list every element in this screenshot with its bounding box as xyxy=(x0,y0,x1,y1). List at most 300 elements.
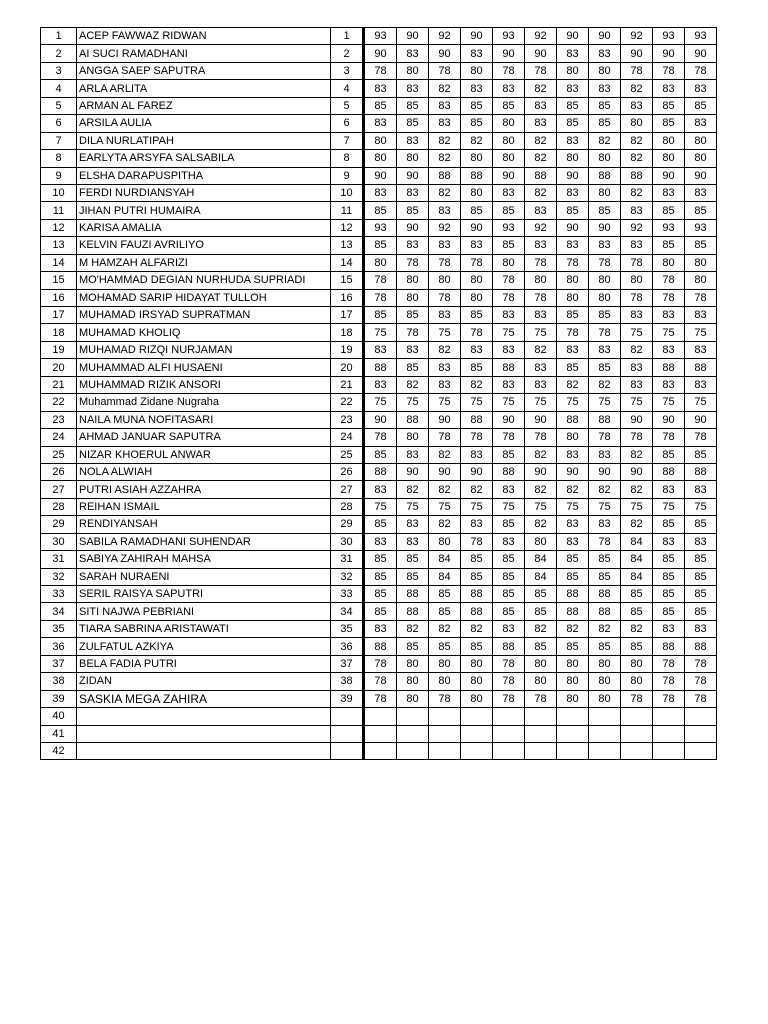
score-cell: 90 xyxy=(685,45,717,62)
score-cell xyxy=(364,708,397,725)
score-cell: 90 xyxy=(653,167,685,184)
score-cell: 75 xyxy=(364,394,397,411)
score-cell: 85 xyxy=(589,115,621,132)
table-row xyxy=(41,603,717,620)
student-name: NIZAR KHOERUL ANWAR xyxy=(77,446,331,463)
row-number-secondary: 21 xyxy=(331,376,364,393)
score-cell: 80 xyxy=(589,150,621,167)
score-cell: 82 xyxy=(621,132,653,149)
score-cell: 78 xyxy=(653,673,685,690)
score-cell: 83 xyxy=(557,80,589,97)
student-name: FERDI NURDIANSYAH xyxy=(77,184,331,201)
score-cell: 80 xyxy=(493,254,525,271)
table-row xyxy=(41,132,717,149)
score-cell: 80 xyxy=(397,272,429,289)
score-cell: 85 xyxy=(461,97,493,114)
score-cell: 78 xyxy=(493,289,525,306)
row-number: 26 xyxy=(41,463,77,480)
score-cell: 85 xyxy=(557,97,589,114)
score-cell: 90 xyxy=(364,411,397,428)
score-cell: 85 xyxy=(653,97,685,114)
score-cell: 90 xyxy=(429,45,461,62)
score-cell: 85 xyxy=(685,97,717,114)
score-cell: 83 xyxy=(429,376,461,393)
score-cell: 82 xyxy=(429,150,461,167)
score-cell: 82 xyxy=(621,446,653,463)
score-cell: 85 xyxy=(493,237,525,254)
row-number-secondary: 31 xyxy=(331,551,364,568)
score-cell: 78 xyxy=(461,324,493,341)
student-name: JIHAN PUTRI HUMAIRA xyxy=(77,202,331,219)
score-cell: 83 xyxy=(685,533,717,550)
row-number-secondary: 29 xyxy=(331,516,364,533)
score-cell: 85 xyxy=(397,202,429,219)
score-cell: 85 xyxy=(397,568,429,585)
score-cell: 80 xyxy=(493,132,525,149)
row-number-secondary: 11 xyxy=(331,202,364,219)
score-cell: 75 xyxy=(589,498,621,515)
score-cell: 85 xyxy=(653,115,685,132)
score-cell: 78 xyxy=(589,533,621,550)
row-number-secondary xyxy=(331,742,364,759)
table-row xyxy=(41,62,717,79)
score-cell: 80 xyxy=(429,655,461,672)
score-cell: 83 xyxy=(525,115,557,132)
score-cell: 90 xyxy=(493,167,525,184)
row-number: 1 xyxy=(41,28,77,45)
table-row xyxy=(41,376,717,393)
score-cell: 75 xyxy=(493,324,525,341)
score-cell: 83 xyxy=(653,376,685,393)
score-cell: 78 xyxy=(621,429,653,446)
score-cell: 85 xyxy=(493,516,525,533)
score-cell: 85 xyxy=(364,446,397,463)
score-cell: 83 xyxy=(621,359,653,376)
score-cell: 75 xyxy=(525,498,557,515)
score-cell: 84 xyxy=(621,568,653,585)
score-cell: 90 xyxy=(557,28,589,45)
score-cell: 85 xyxy=(429,586,461,603)
row-number: 32 xyxy=(41,568,77,585)
score-cell: 85 xyxy=(589,307,621,324)
score-cell: 85 xyxy=(685,603,717,620)
score-cell: 83 xyxy=(461,80,493,97)
score-cell: 83 xyxy=(493,80,525,97)
score-cell: 85 xyxy=(397,551,429,568)
score-cell: 83 xyxy=(461,45,493,62)
score-cell: 93 xyxy=(653,28,685,45)
score-cell: 80 xyxy=(397,655,429,672)
score-cell: 88 xyxy=(653,359,685,376)
table-row xyxy=(41,324,717,341)
row-number-secondary: 18 xyxy=(331,324,364,341)
score-cell: 82 xyxy=(461,620,493,637)
score-cell: 75 xyxy=(621,394,653,411)
score-cell: 75 xyxy=(364,498,397,515)
score-cell: 82 xyxy=(589,620,621,637)
score-cell: 78 xyxy=(653,62,685,79)
score-cell: 80 xyxy=(589,184,621,201)
row-number-secondary: 8 xyxy=(331,150,364,167)
score-cell: 80 xyxy=(397,150,429,167)
score-cell: 83 xyxy=(364,115,397,132)
score-cell: 88 xyxy=(461,167,493,184)
student-name: MOHAMAD SARIP HIDAYAT TULLOH xyxy=(77,289,331,306)
score-cell: 78 xyxy=(685,62,717,79)
row-number-secondary: 30 xyxy=(331,533,364,550)
score-cell xyxy=(429,725,461,742)
row-number-secondary: 9 xyxy=(331,167,364,184)
row-number-secondary: 12 xyxy=(331,219,364,236)
score-cell: 78 xyxy=(589,429,621,446)
score-cell: 78 xyxy=(493,690,525,707)
score-cell: 75 xyxy=(653,324,685,341)
score-cell: 85 xyxy=(364,516,397,533)
student-name: ARMAN AL FAREZ xyxy=(77,97,331,114)
score-cell: 85 xyxy=(589,551,621,568)
score-cell: 75 xyxy=(685,394,717,411)
score-cell: 85 xyxy=(653,516,685,533)
student-name xyxy=(77,742,331,759)
score-cell: 80 xyxy=(589,655,621,672)
table-row xyxy=(41,446,717,463)
score-cell: 78 xyxy=(685,655,717,672)
score-cell: 80 xyxy=(557,655,589,672)
score-cell: 78 xyxy=(461,429,493,446)
score-cell: 83 xyxy=(493,307,525,324)
score-cell: 78 xyxy=(429,429,461,446)
score-cell: 80 xyxy=(557,289,589,306)
score-cell xyxy=(397,708,429,725)
score-cell: 93 xyxy=(364,28,397,45)
score-cell: 80 xyxy=(557,673,589,690)
table-row xyxy=(41,237,717,254)
score-cell: 82 xyxy=(525,481,557,498)
student-name: KELVIN FAUZI AVRILIYO xyxy=(77,237,331,254)
score-cell: 82 xyxy=(429,620,461,637)
score-cell: 90 xyxy=(589,28,621,45)
score-cell: 88 xyxy=(493,638,525,655)
row-number-secondary: 10 xyxy=(331,184,364,201)
row-number: 20 xyxy=(41,359,77,376)
score-cell: 83 xyxy=(685,481,717,498)
score-cell: 90 xyxy=(557,219,589,236)
score-cell: 80 xyxy=(493,115,525,132)
table-row xyxy=(41,551,717,568)
score-cell: 82 xyxy=(525,150,557,167)
score-cell: 85 xyxy=(653,586,685,603)
score-cell: 82 xyxy=(461,376,493,393)
score-cell: 88 xyxy=(397,603,429,620)
score-cell: 85 xyxy=(493,603,525,620)
score-cell xyxy=(685,708,717,725)
score-cell: 75 xyxy=(685,324,717,341)
row-number-secondary: 6 xyxy=(331,115,364,132)
score-cell: 83 xyxy=(621,237,653,254)
row-number-secondary: 26 xyxy=(331,463,364,480)
student-name: SABIYA ZAHIRAH MAHSA xyxy=(77,551,331,568)
table-row xyxy=(41,725,717,742)
score-cell xyxy=(653,725,685,742)
score-cell xyxy=(589,742,621,759)
score-cell: 78 xyxy=(364,289,397,306)
score-cell: 85 xyxy=(461,307,493,324)
score-cell: 90 xyxy=(589,219,621,236)
score-cell: 93 xyxy=(685,28,717,45)
score-cell: 75 xyxy=(557,394,589,411)
row-number: 35 xyxy=(41,620,77,637)
score-cell: 80 xyxy=(685,150,717,167)
table-row xyxy=(41,45,717,62)
score-cell: 88 xyxy=(461,603,493,620)
score-cell: 85 xyxy=(493,586,525,603)
student-name: AI SUCI RAMADHANI xyxy=(77,45,331,62)
score-cell: 78 xyxy=(653,429,685,446)
score-cell: 92 xyxy=(621,28,653,45)
score-cell: 85 xyxy=(685,516,717,533)
score-cell: 88 xyxy=(364,638,397,655)
score-cell: 82 xyxy=(557,481,589,498)
score-cell: 80 xyxy=(525,655,557,672)
row-number: 42 xyxy=(41,742,77,759)
score-cell: 85 xyxy=(461,568,493,585)
score-cell: 80 xyxy=(397,690,429,707)
score-cell: 85 xyxy=(653,551,685,568)
table-row xyxy=(41,184,717,201)
row-number: 29 xyxy=(41,516,77,533)
score-cell: 80 xyxy=(429,673,461,690)
score-cell: 82 xyxy=(429,80,461,97)
score-cell: 80 xyxy=(621,115,653,132)
score-cell: 92 xyxy=(429,28,461,45)
row-number: 25 xyxy=(41,446,77,463)
score-cell: 92 xyxy=(525,28,557,45)
score-cell: 82 xyxy=(397,481,429,498)
score-cell: 85 xyxy=(557,551,589,568)
score-cell: 90 xyxy=(364,45,397,62)
row-number-secondary: 13 xyxy=(331,237,364,254)
score-cell: 90 xyxy=(525,411,557,428)
score-cell: 78 xyxy=(685,673,717,690)
score-cell: 82 xyxy=(525,341,557,358)
score-cell: 82 xyxy=(429,132,461,149)
row-number-secondary: 37 xyxy=(331,655,364,672)
score-cell: 78 xyxy=(525,62,557,79)
student-name: MUHAMAD KHOLIQ xyxy=(77,324,331,341)
row-number: 7 xyxy=(41,132,77,149)
row-number-secondary: 3 xyxy=(331,62,364,79)
score-cell: 85 xyxy=(653,446,685,463)
score-cell: 88 xyxy=(685,359,717,376)
score-cell: 85 xyxy=(685,568,717,585)
score-cell: 78 xyxy=(685,690,717,707)
score-cell: 78 xyxy=(653,690,685,707)
score-cell: 85 xyxy=(589,202,621,219)
score-cell: 83 xyxy=(685,80,717,97)
score-cell: 80 xyxy=(461,272,493,289)
score-cell: 85 xyxy=(557,568,589,585)
score-cell: 83 xyxy=(429,202,461,219)
score-cell: 75 xyxy=(397,394,429,411)
row-number-secondary: 2 xyxy=(331,45,364,62)
score-cell: 78 xyxy=(589,324,621,341)
score-cell: 88 xyxy=(685,638,717,655)
score-cell: 80 xyxy=(685,272,717,289)
score-cell: 82 xyxy=(461,132,493,149)
grade-table xyxy=(40,27,717,760)
score-cell: 88 xyxy=(557,411,589,428)
score-cell: 82 xyxy=(525,80,557,97)
score-cell: 78 xyxy=(621,289,653,306)
score-cell: 83 xyxy=(429,359,461,376)
score-cell: 78 xyxy=(429,690,461,707)
student-name: MUHAMMAD ALFI HUSAENI xyxy=(77,359,331,376)
score-cell: 80 xyxy=(429,272,461,289)
row-number: 40 xyxy=(41,708,77,725)
row-number-secondary: 32 xyxy=(331,568,364,585)
score-cell: 83 xyxy=(653,341,685,358)
score-cell xyxy=(653,742,685,759)
grade-table-body xyxy=(41,28,717,760)
table-row xyxy=(41,463,717,480)
score-cell: 83 xyxy=(653,184,685,201)
row-number: 6 xyxy=(41,115,77,132)
score-cell: 85 xyxy=(364,307,397,324)
score-cell xyxy=(557,725,589,742)
score-cell: 80 xyxy=(621,673,653,690)
score-cell: 83 xyxy=(461,516,493,533)
score-cell: 80 xyxy=(653,254,685,271)
score-cell: 88 xyxy=(493,359,525,376)
row-number-secondary: 20 xyxy=(331,359,364,376)
score-cell: 75 xyxy=(621,324,653,341)
score-cell: 82 xyxy=(525,184,557,201)
row-number: 30 xyxy=(41,533,77,550)
score-cell: 83 xyxy=(589,80,621,97)
score-cell: 90 xyxy=(429,463,461,480)
score-cell: 85 xyxy=(493,97,525,114)
score-cell: 90 xyxy=(397,28,429,45)
table-row xyxy=(41,219,717,236)
score-cell: 83 xyxy=(364,620,397,637)
score-cell xyxy=(525,725,557,742)
score-cell: 80 xyxy=(557,429,589,446)
score-cell: 75 xyxy=(493,394,525,411)
table-row xyxy=(41,690,717,707)
table-row xyxy=(41,620,717,637)
score-cell: 83 xyxy=(685,184,717,201)
score-cell: 85 xyxy=(685,446,717,463)
score-cell: 83 xyxy=(557,132,589,149)
score-cell: 83 xyxy=(364,80,397,97)
score-cell: 83 xyxy=(685,115,717,132)
score-cell: 90 xyxy=(461,28,493,45)
score-cell: 78 xyxy=(589,254,621,271)
score-cell: 78 xyxy=(493,655,525,672)
row-number-secondary: 14 xyxy=(331,254,364,271)
row-number-secondary: 15 xyxy=(331,272,364,289)
table-row xyxy=(41,341,717,358)
row-number-secondary: 34 xyxy=(331,603,364,620)
score-cell: 88 xyxy=(557,586,589,603)
score-cell: 80 xyxy=(525,272,557,289)
score-cell: 85 xyxy=(653,568,685,585)
row-number: 9 xyxy=(41,167,77,184)
score-cell: 83 xyxy=(364,376,397,393)
score-cell: 88 xyxy=(493,463,525,480)
student-name: REIHAN ISMAIL xyxy=(77,498,331,515)
table-row xyxy=(41,150,717,167)
score-cell: 90 xyxy=(685,167,717,184)
score-cell: 85 xyxy=(557,359,589,376)
score-cell xyxy=(557,708,589,725)
score-cell: 83 xyxy=(493,533,525,550)
score-cell: 83 xyxy=(429,97,461,114)
row-number: 13 xyxy=(41,237,77,254)
student-name: SITI NAJWA PEBRIANI xyxy=(77,603,331,620)
score-cell: 78 xyxy=(397,254,429,271)
score-cell: 80 xyxy=(525,533,557,550)
score-cell xyxy=(685,725,717,742)
score-cell: 83 xyxy=(621,97,653,114)
score-cell: 83 xyxy=(685,341,717,358)
score-cell: 90 xyxy=(557,167,589,184)
score-cell: 90 xyxy=(461,219,493,236)
score-cell: 80 xyxy=(397,429,429,446)
score-cell: 83 xyxy=(364,481,397,498)
student-name: ZIDAN xyxy=(77,673,331,690)
score-cell: 90 xyxy=(525,45,557,62)
score-cell: 80 xyxy=(397,62,429,79)
score-cell: 82 xyxy=(621,341,653,358)
score-cell: 90 xyxy=(621,463,653,480)
score-cell: 85 xyxy=(525,638,557,655)
row-number: 19 xyxy=(41,341,77,358)
score-cell: 78 xyxy=(364,272,397,289)
score-cell: 88 xyxy=(429,167,461,184)
score-cell: 75 xyxy=(557,498,589,515)
score-cell: 85 xyxy=(397,115,429,132)
score-cell xyxy=(397,742,429,759)
score-cell: 82 xyxy=(589,132,621,149)
score-cell: 80 xyxy=(461,690,493,707)
student-name: SASKIA MEGA ZAHIRA xyxy=(77,690,331,707)
row-number: 27 xyxy=(41,481,77,498)
score-cell: 82 xyxy=(429,481,461,498)
student-name: RENDIYANSAH xyxy=(77,516,331,533)
score-cell: 80 xyxy=(685,254,717,271)
score-cell: 78 xyxy=(493,429,525,446)
score-cell: 83 xyxy=(685,620,717,637)
student-name: DILA NURLATIPAH xyxy=(77,132,331,149)
score-cell: 78 xyxy=(557,254,589,271)
student-name: TIARA SABRINA ARISTAWATI xyxy=(77,620,331,637)
score-cell: 83 xyxy=(493,620,525,637)
score-cell: 78 xyxy=(525,289,557,306)
student-name: AHMAD JANUAR SAPUTRA xyxy=(77,429,331,446)
score-cell: 92 xyxy=(525,219,557,236)
score-cell: 90 xyxy=(621,45,653,62)
score-cell: 78 xyxy=(525,429,557,446)
row-number-secondary: 16 xyxy=(331,289,364,306)
score-cell: 85 xyxy=(397,359,429,376)
table-row xyxy=(41,429,717,446)
score-cell: 83 xyxy=(364,184,397,201)
student-name: EARLYTA ARSYFA SALSABILA xyxy=(77,150,331,167)
score-cell: 83 xyxy=(685,307,717,324)
score-cell: 85 xyxy=(589,568,621,585)
score-cell: 83 xyxy=(525,97,557,114)
